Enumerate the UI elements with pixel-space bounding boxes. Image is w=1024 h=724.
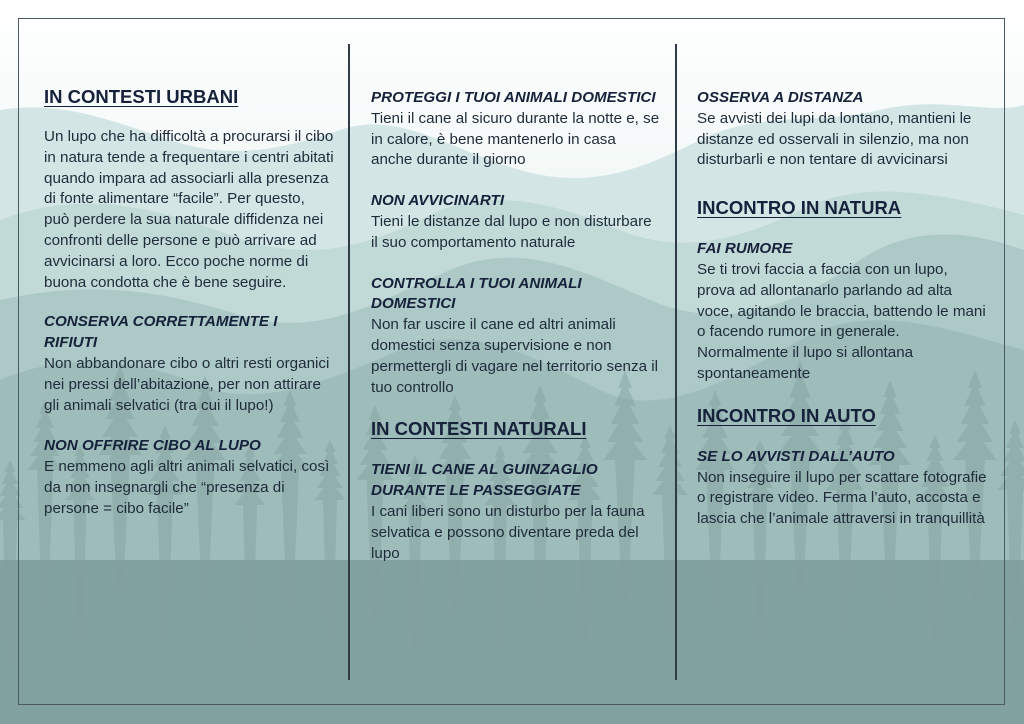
- tip-title-guinzaglio: TIENI IL CANE AL GUINZAGLIO DURANTE LE PASSEGGIATE: [371, 461, 598, 500]
- column-divider-1: [348, 44, 350, 680]
- tip-text-rumore: Se ti trovi faccia a faccia con un lupo, prova ad allontanarlo parlando ad alta voce, agitando le braccia, battendo le mani o facendo rumore in generale. Normalmente il lupo si allontana spontaneamente: [697, 260, 986, 382]
- tip-title-controlla: CONTROLLA I TUOI ANIMALI DOMESTICI: [371, 274, 582, 313]
- tip-text-proteggi: Tieni il cane al sicuro durante la notte e, se in calore, è bene mantenerlo in casa anche durante il giorno: [371, 109, 660, 169]
- tip-title-rifiuti: CONSERVA CORRETTAMENTE I RIFIUTI: [44, 313, 278, 352]
- column-urban: [44, 86, 334, 520]
- heading-car-encounter: INCONTRO IN AUTO: [697, 404, 876, 426]
- tip-text-guinzaglio: I cani liberi sono un disturbo per la fauna selvatica e possono diventare preda del lupo: [371, 502, 645, 562]
- column-divider-2: [675, 44, 677, 680]
- heading-natural: IN CONTESTI NATURALI: [371, 418, 587, 440]
- tip-text-auto: Non inseguire il lupo per scattare fotografie o registrare video. Ferma l’auto, accosta e lascia che l’animale attraversi in tranquillità: [697, 468, 987, 528]
- tip-text-rifiuti: Non abbandonare cibo o altri resti organici nei pressi dell’abitazione, per non attirare gli animali selvatici (tra cui il lupo!): [44, 354, 330, 414]
- tip-text-avvicinarti: Tieni le distanze dal lupo e non disturbare il suo comportamento naturale: [371, 212, 652, 251]
- tip-text-controlla: Non far uscire il cane ed altri animali domestici senza supervisione e non permettergli di vagare nel territorio senza il tuo controllo: [371, 316, 659, 396]
- tip-text-cibo: E nemmeno agli altri animali selvatici, così da non insegnargli che “presenza di persone = cibo facile”: [44, 458, 330, 517]
- tip-text-osserva: Se avvisti dei lupi da lontano, mantieni le distanze ed osservali in silenzio, ma non disturbarli e non tentare di avvicinarsi: [697, 109, 972, 169]
- urban-intro: Un lupo che ha difficoltà a procurarsi il cibo in natura tende a frequentare i centri abitati quando impara ad associarli alla presenza di fonte alimentare “facile”. Per questo, può perdere la sua naturale diffidenza nei confronti delle persone e può arrivare ad avvicinarsi a loro. Ecco poche norme di buona condotta che è bene seguire.: [44, 128, 334, 291]
- tip-title-cibo: NON OFFRIRE CIBO AL LUPO: [44, 437, 261, 455]
- column-encounter: [697, 88, 987, 530]
- heading-nature-encounter: INCONTRO IN NATURA: [697, 197, 902, 219]
- column-domestic: [371, 88, 661, 564]
- tip-title-proteggi: PROTEGGI I TUOI ANIMALI DOMESTICI: [371, 89, 656, 106]
- heading-urban: IN CONTESTI URBANI: [44, 86, 239, 107]
- tip-title-rumore: FAI RUMORE: [697, 240, 793, 258]
- tip-title-auto: SE LO AVVISTI DALL’AUTO: [697, 447, 895, 465]
- tip-title-avvicinarti: NON AVVICINARTI: [371, 192, 505, 210]
- tip-title-osserva: OSSERVA A DISTANZA: [697, 89, 864, 106]
